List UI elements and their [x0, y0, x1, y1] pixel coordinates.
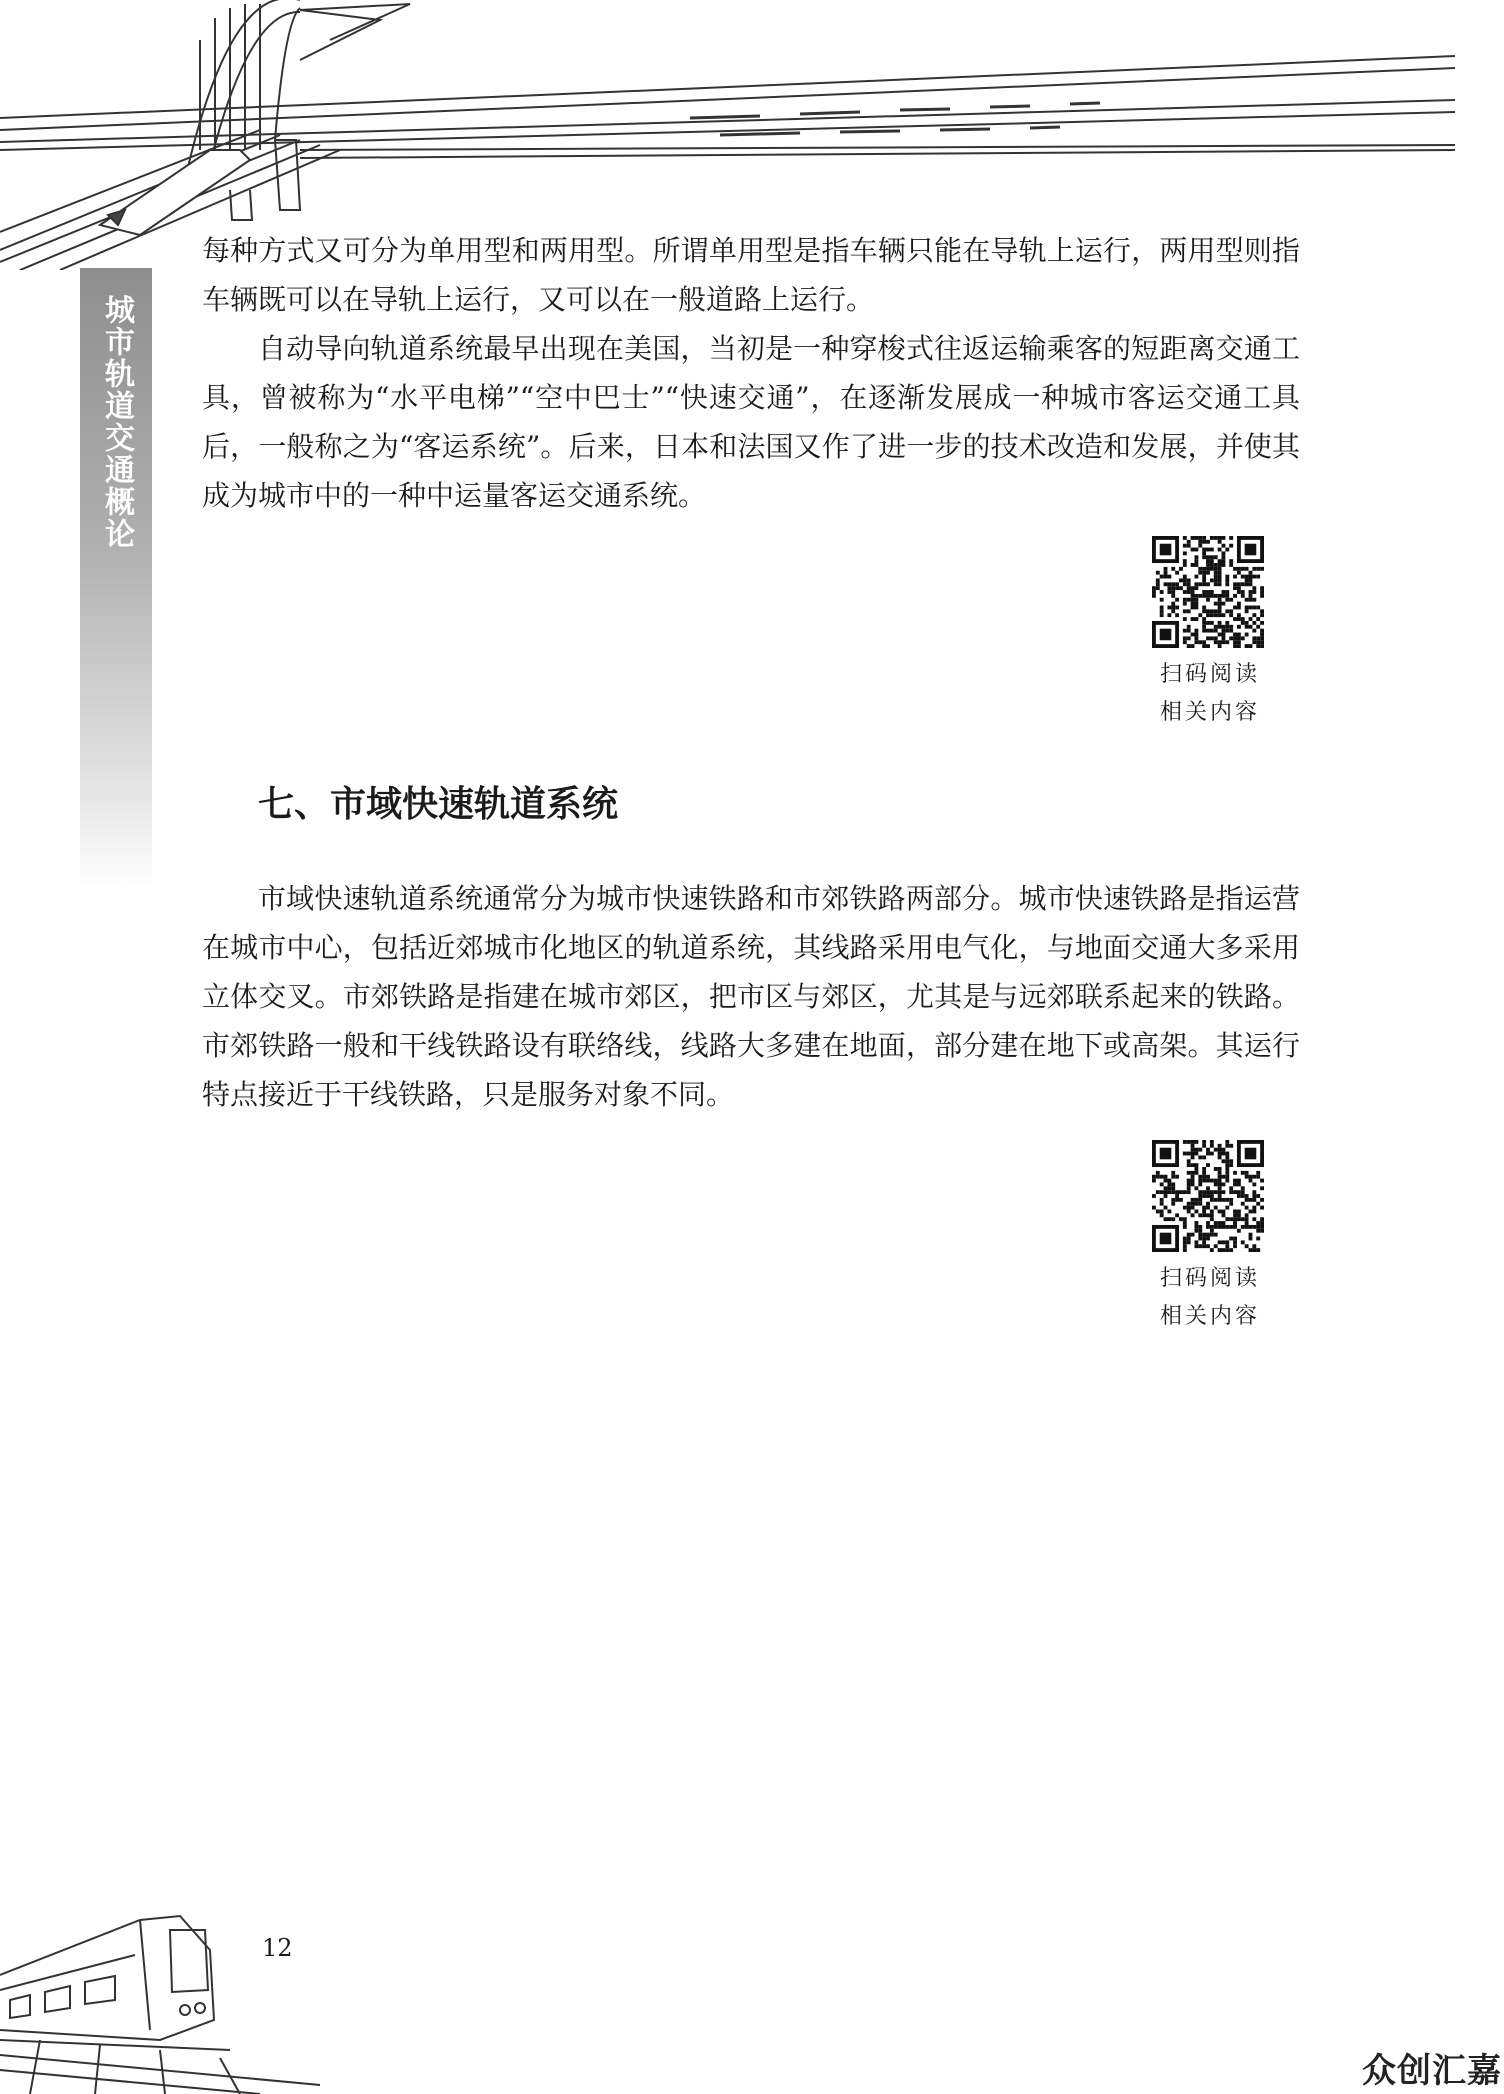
side-tab-book-title: 城市轨道交通概论 — [99, 294, 134, 550]
qr-caption-line-2: 相关内容 — [1159, 1304, 1260, 1329]
paragraph-3: 市域快速轨道系统通常分为城市快速铁路和市郊铁路两部分。城市快速铁路是指运营在城市中心，包括近郊城市化地区的轨道系统，其线路采用电气化，与地面交通大多采用立体交叉。市郊铁路是指建在城市郊区，把市区与郊区，尤其是与远郊联系起来的铁路。市郊铁路一般和干线铁路设有联络线，线路大多建在地面，部分建在地下或高架。其运行特点接近于干线铁路，只是服务对象不同。 — [202, 882, 1300, 1111]
qr-code-icon[interactable] — [1152, 1140, 1264, 1252]
qr-caption-line-1: 扫码阅读 — [1159, 662, 1260, 687]
section-heading: 七、市域快速轨道系统 — [258, 784, 619, 825]
qr-caption — [1140, 656, 1280, 732]
side-chapter-tab — [80, 268, 152, 888]
paragraph-1: 每种方式又可分为单用型和两用型。所谓单用型是指车辆只能在导轨上运行，两用型则指车辆既可以在导轨上运行，又可以在一般道路上运行。 — [202, 234, 1300, 316]
qr-caption-line-2: 相关内容 — [1159, 700, 1260, 725]
paragraph-2: 自动导向轨道系统最早出现在美国，当初是一种穿梭式往返运输乘客的短距离交通工具，曾被称为“水平电梯”“空中巴士”“快速交通”，在逐渐发展成一种城市客运交通工具后，一般称之为“客运系统”。后来，日本和法国又作了进一步的技术改造和发展，并使其成为城市中的一种中运量客运交通系统。 — [202, 332, 1300, 512]
qr-caption — [1140, 1260, 1280, 1336]
qr-code-block-1 — [1140, 536, 1280, 732]
footer-train-illustration — [0, 1880, 330, 2094]
watermark-logo: 众创汇嘉 — [1362, 2051, 1502, 2091]
page-number: 12 — [262, 1934, 293, 1962]
qr-code-block-2 — [1140, 1140, 1280, 1336]
qr-code-icon[interactable] — [1152, 536, 1264, 648]
qr-caption-line-1: 扫码阅读 — [1159, 1266, 1260, 1291]
